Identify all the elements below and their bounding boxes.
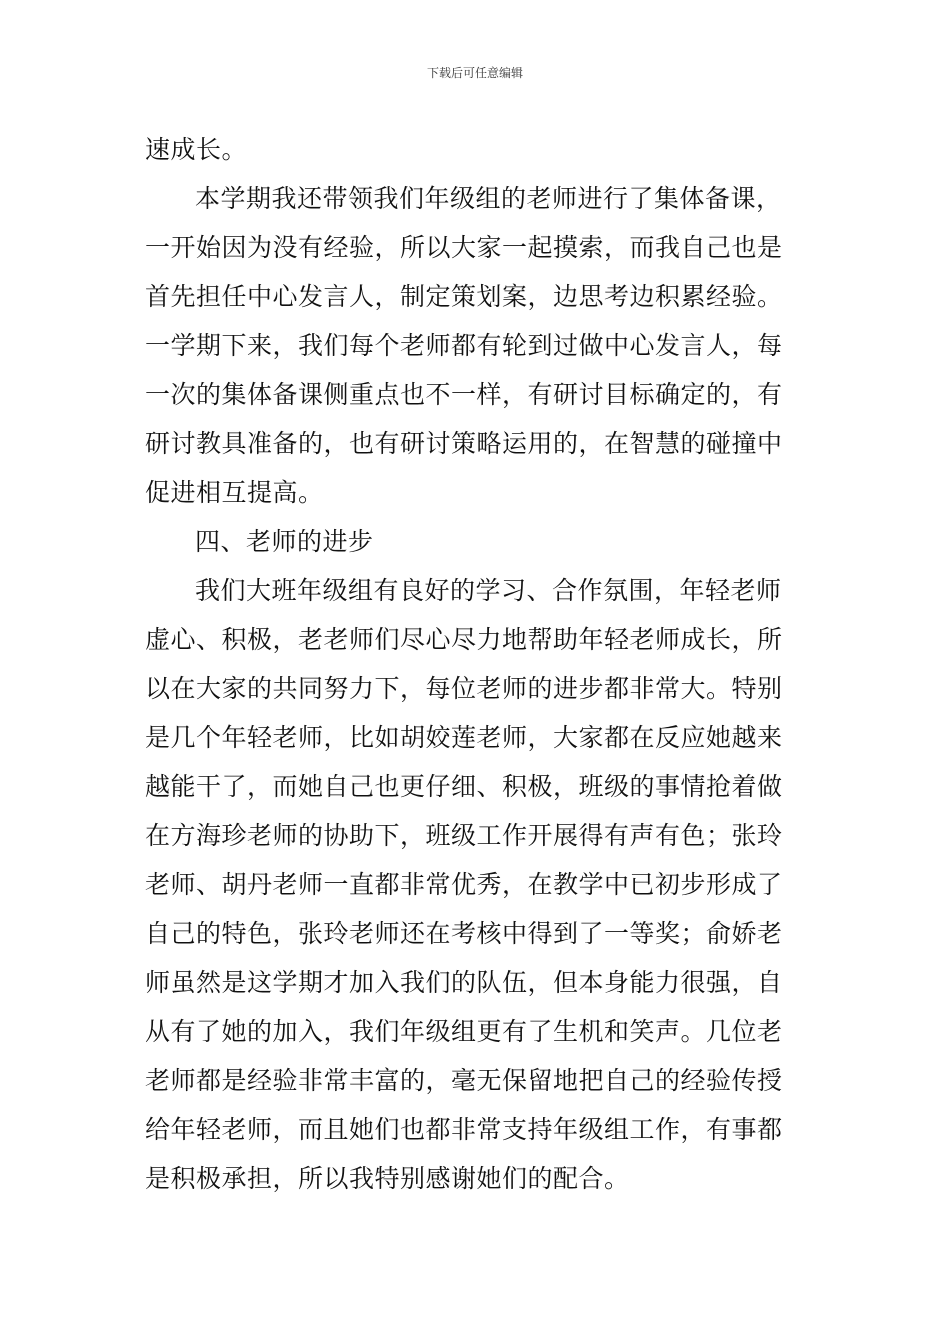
text-line: 给年轻老师，而且她们也都非常支持年级组工作，有事都: [145, 1115, 783, 1144]
text-line: 一开始因为没有经验，所以大家一起摸索，而我自己也是: [145, 233, 783, 262]
text-line: 一学期下来，我们每个老师都有轮到过做中心发言人，每: [145, 331, 783, 360]
text-line: 速成长。: [145, 135, 248, 164]
text-line: 一次的集体备课侧重点也不一样，有研讨目标确定的，有: [145, 380, 783, 409]
text-line: 是积极承担，所以我特别感谢她们的配合。: [145, 1164, 630, 1193]
text-line: 在方海珍老师的协助下，班级工作开展得有声有色；张玲: [145, 821, 783, 850]
text-line: 老师都是经验非常丰富的，毫无保留地把自己的经验传授: [145, 1066, 783, 1095]
text-line: 师虽然是这学期才加入我们的队伍，但本身能力很强，自: [145, 968, 783, 997]
text-line: 老师、胡丹老师一直都非常优秀，在教学中已初步形成了: [145, 870, 783, 899]
page-header: 下载后可任意编辑: [426, 66, 523, 80]
text-line: 研讨教具准备的，也有研讨策略运用的，在智慧的碰撞中: [145, 429, 783, 458]
text-line: 从有了她的加入，我们年级组更有了生机和笑声。几位老: [145, 1017, 783, 1046]
text-line: 自己的特色，张玲老师还在考核中得到了一等奖；俞娇老: [145, 919, 783, 948]
paragraph-start-line: 我们大班年级组有良好的学习、合作氛围，年轻老师: [195, 576, 782, 605]
text-line: 促进相互提高。: [145, 478, 324, 507]
text-line: 以在大家的共同努力下，每位老师的进步都非常大。特别: [145, 674, 783, 703]
paragraph-start-line: 本学期我还带领我们年级组的老师进行了集体备课，: [195, 184, 782, 213]
text-line: 虚心、积极，老老师们尽心尽力地帮助年轻老师成长，所: [145, 625, 783, 654]
text-line: 首先担任中心发言人，制定策划案，边思考边积累经验。: [145, 282, 783, 311]
document-body: [145, 125, 807, 1203]
text-line: 越能干了，而她自己也更仔细、积极，班级的事情抢着做: [145, 772, 783, 801]
section-heading: 四、老师的进步: [195, 527, 374, 556]
text-line: 是几个年轻老师，比如胡姣莲老师，大家都在反应她越来: [145, 723, 783, 752]
